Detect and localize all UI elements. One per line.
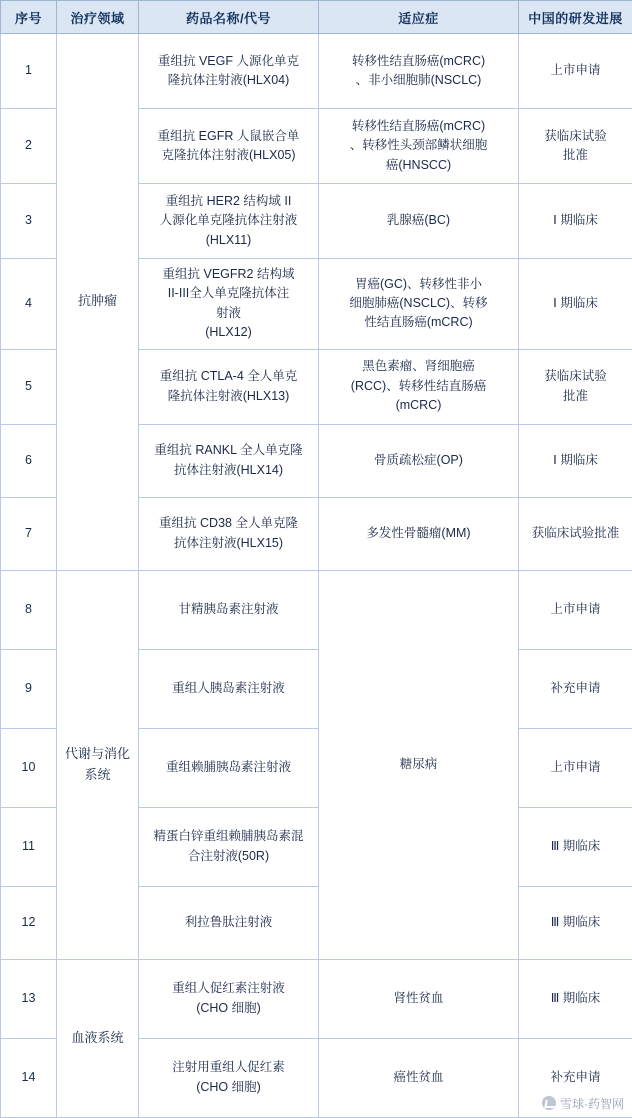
cell-index: 8 [1,570,57,649]
column-header-therapeutic-area: 治疗领域 [57,1,139,34]
watermark [542,1095,624,1112]
cell-index: 4 [1,259,57,350]
cell-development-stage: 获临床试验批准 [519,497,632,570]
cell-development-stage: 上市申请 [519,570,632,649]
cell-therapeutic-area-metabolic: 代谢与消化 系统 [57,570,139,959]
cell-indication: 转移性结直肠癌(mCRC) 、非小细胞肺(NSCLC) [319,34,519,109]
cell-drug-name: 精蛋白锌重组赖脯胰岛素混 合注射液(50R) [139,807,319,886]
cell-indication: 骨质疏松症(OP) [319,424,519,497]
cell-drug-name: 重组抗 VEGF 人源化单克 隆抗体注射液(HLX04) [139,34,319,109]
cell-development-stage: 补充申请 [519,1038,632,1117]
cell-indication: 肾性贫血 [319,959,519,1038]
cell-drug-name: 重组抗 VEGFR2 结构域 II-III全人单克隆抗体注 射液 (HLX12) [139,259,319,350]
cell-development-stage: Ⅲ 期临床 [519,959,632,1038]
cell-indication-diabetes: 糖尿病 [319,570,519,959]
table-row [1,34,632,109]
table-row [1,959,632,1038]
cell-index: 13 [1,959,57,1038]
cell-development-stage: Ⅲ 期临床 [519,886,632,959]
cell-index: 10 [1,728,57,807]
table-body [1,34,632,1118]
cell-drug-name: 重组赖脯胰岛素注射液 [139,728,319,807]
cell-drug-name: 注射用重组人促红素 (CHO 细胞) [139,1038,319,1117]
cell-drug-name: 重组抗 CTLA-4 全人单克 隆抗体注射液(HLX13) [139,349,319,424]
cell-indication: 癌性贫血 [319,1038,519,1117]
cell-index: 11 [1,807,57,886]
cell-drug-name: 重组人促红素注射液 (CHO 细胞) [139,959,319,1038]
cell-development-stage: 获临床试验 批准 [519,109,632,184]
cell-development-stage: Ⅰ 期临床 [519,259,632,350]
cell-development-stage: Ⅰ 期临床 [519,184,632,259]
cell-therapeutic-area-oncology: 抗肿瘤 [57,34,139,571]
column-header-index: 序号 [1,1,57,34]
cell-index: 12 [1,886,57,959]
cell-drug-name: 重组抗 EGFR 人鼠嵌合单 克隆抗体注射液(HLX05) [139,109,319,184]
cell-development-stage: 上市申请 [519,34,632,109]
cell-therapeutic-area-blood: 血液系统 [57,959,139,1117]
cell-index: 2 [1,109,57,184]
column-header-indication: 适应症 [319,1,519,34]
cell-index: 9 [1,649,57,728]
cell-development-stage: 上市申请 [519,728,632,807]
cell-drug-name: 重组抗 CD38 全人单克隆 抗体注射液(HLX15) [139,497,319,570]
cell-indication: 转移性结直肠癌(mCRC) 、转移性头颈部鳞状细胞 癌(HNSCC) [319,109,519,184]
cell-indication: 黑色素瘤、肾细胞癌 (RCC)、转移性结直肠癌 (mCRC) [319,349,519,424]
cell-drug-name: 重组人胰岛素注射液 [139,649,319,728]
column-header-development-stage: 中国的研发进展 [519,1,632,34]
column-header-drug-name: 药品名称/代号 [139,1,319,34]
cell-development-stage: Ⅰ 期临床 [519,424,632,497]
cell-development-stage: 补充申请 [519,649,632,728]
cell-drug-name: 重组抗 RANKL 全人单克隆 抗体注射液(HLX14) [139,424,319,497]
cell-development-stage: 获临床试验 批准 [519,349,632,424]
cell-index: 7 [1,497,57,570]
cell-indication: 乳腺癌(BC) [319,184,519,259]
cell-indication: 多发性骨髓瘤(MM) [319,497,519,570]
cell-index: 5 [1,349,57,424]
cell-index: 3 [1,184,57,259]
table-header-row [1,1,632,34]
table-row [1,570,632,649]
cell-drug-name: 重组抗 HER2 结构域 II 人源化单克隆抗体注射液 (HLX11) [139,184,319,259]
cell-index: 6 [1,424,57,497]
cell-drug-name: 甘精胰岛素注射液 [139,570,319,649]
cell-development-stage: Ⅲ 期临床 [519,807,632,886]
cell-drug-name: 利拉鲁肽注射液 [139,886,319,959]
xueqiu-logo-icon [542,1096,556,1110]
cell-indication: 胃癌(GC)、转移性非小 细胞肺癌(NSCLC)、转移 性结直肠癌(mCRC) [319,259,519,350]
watermark-text: 雪球·药智网 [560,1095,624,1112]
cell-index: 1 [1,34,57,109]
cell-index: 14 [1,1038,57,1117]
